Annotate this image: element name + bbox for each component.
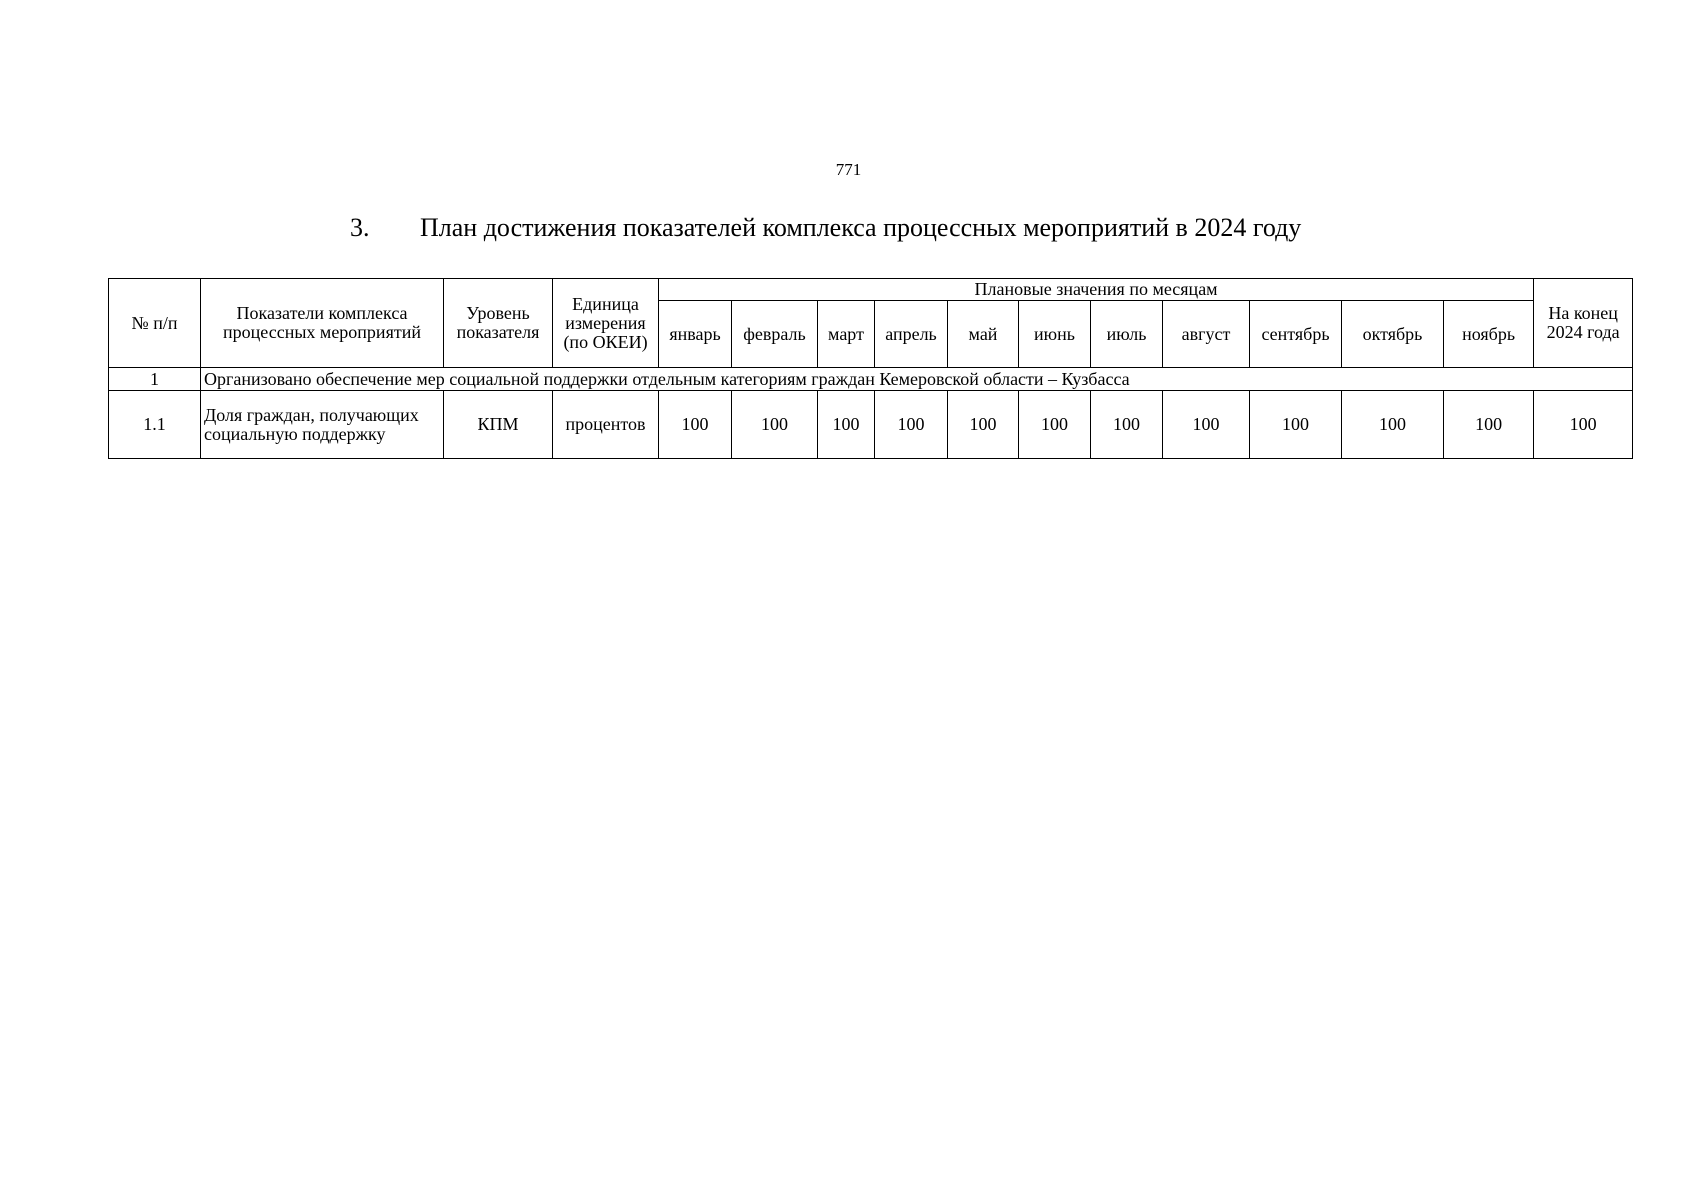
section-number: 3. <box>350 213 370 242</box>
header-month: ноябрь <box>1444 301 1534 368</box>
header-month: апрель <box>875 301 948 368</box>
header-planned-values: Плановые значения по месяцам <box>659 279 1534 301</box>
header-month: сентябрь <box>1250 301 1342 368</box>
header-unit: Единица измерения (по ОКЕИ) <box>553 279 659 368</box>
header-month: октябрь <box>1342 301 1444 368</box>
row-month-value: 100 <box>948 391 1019 459</box>
row-month-value: 100 <box>1091 391 1163 459</box>
row-month-value: 100 <box>1019 391 1091 459</box>
header-month: август <box>1163 301 1250 368</box>
section-title <box>350 212 1301 244</box>
header-row-top <box>109 279 1633 301</box>
header-month: март <box>818 301 875 368</box>
row-month-value: 100 <box>818 391 875 459</box>
section-title-text: План достижения показателей комплекса процессных мероприятий в 2024 году <box>420 213 1302 242</box>
section-row-num: 1 <box>109 368 201 391</box>
page-number: 771 <box>835 160 862 179</box>
table-row <box>109 391 1633 459</box>
row-month-value: 100 <box>1444 391 1534 459</box>
row-month-value: 100 <box>1342 391 1444 459</box>
header-month: февраль <box>732 301 818 368</box>
plan-table <box>108 278 1633 459</box>
header-num: № п/п <box>109 279 201 368</box>
header-month: июнь <box>1019 301 1091 368</box>
section-row-text: Организовано обеспечение мер социальной поддержки отдельным категориям граждан Кемеровской области – Кузбасса <box>201 368 1633 391</box>
row-month-value: 100 <box>732 391 818 459</box>
row-month-value: 100 <box>1163 391 1250 459</box>
row-num: 1.1 <box>109 391 201 459</box>
header-month: июль <box>1091 301 1163 368</box>
header-level: Уровень показателя <box>444 279 553 368</box>
header-indicators: Показатели комплекса процессных мероприятий <box>201 279 444 368</box>
row-indicator: Доля граждан, получающих социальную поддержку <box>201 391 444 459</box>
row-unit: процентов <box>553 391 659 459</box>
header-month: январь <box>659 301 732 368</box>
row-month-value: 100 <box>875 391 948 459</box>
row-month-value: 100 <box>659 391 732 459</box>
header-year-end: На конец 2024 года <box>1534 279 1633 368</box>
section-row <box>109 368 1633 391</box>
row-month-value: 100 <box>1250 391 1342 459</box>
header-month: май <box>948 301 1019 368</box>
row-level: КПМ <box>444 391 553 459</box>
row-year-end: 100 <box>1534 391 1633 459</box>
